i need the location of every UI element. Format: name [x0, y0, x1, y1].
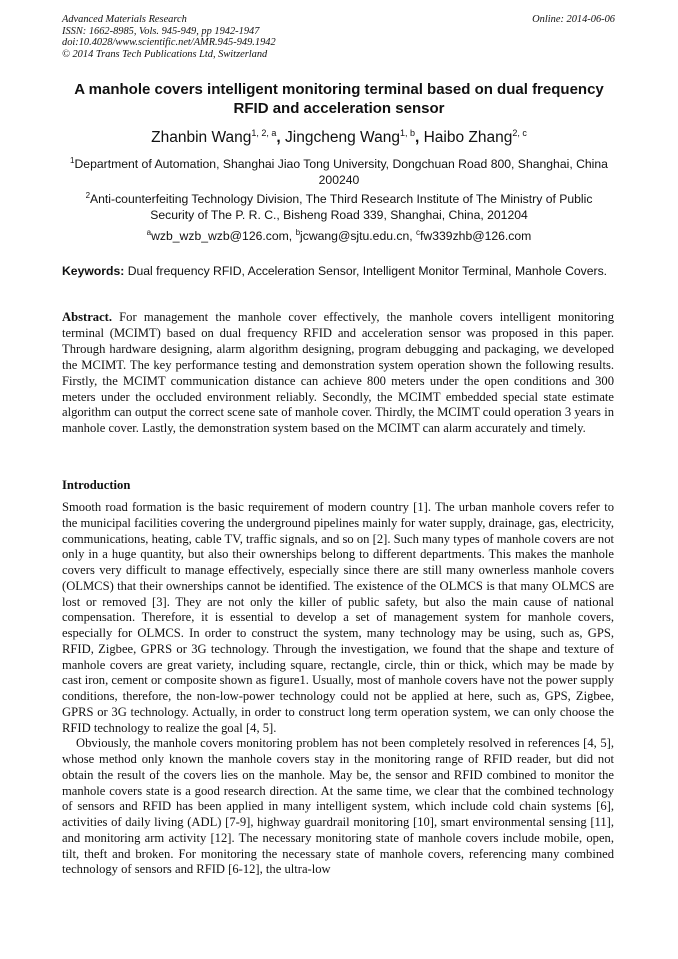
affiliation-superscript: 1 — [70, 155, 75, 165]
email-address[interactable]: fw339zhb@126.com — [420, 229, 532, 243]
author-superscript: 2, c — [512, 127, 527, 138]
author-list — [62, 128, 616, 147]
keywords-section — [62, 264, 614, 280]
paragraph: Smooth road formation is the basic requirement of modern country [1]. The urban manhole covers refer to the municipal facilities covering the underground pipelines mainly for water supply, drainage, gas, electricity, communications, heating, cable TV, traffic signals, and so on [2]. Such many types of manhole covers are not only in a huge quantity, but also their ownerships belong to different departments. This makes the manhole covers very difficult to manage effectively, especially since there are still many ownerless manhole covers (OLMCS) that their ownerships cannot be identified. The existence of the OLMCS is that many OLMCS are lost or removed [3]. They are not only the killer of public safety, but also the main cause of national compensation. Therefore, it is essential to develop a set of management system for manhole covers, especially for OLMCS. In order to construct the system, many technology may be using, such as, GPS, RFID, Zigbee, GPRS or 3G technology. Through the investigation, we found that the shape and texture of manhole covers are great variety, including square, rectangle, circle, thin or thick, which may be made by cast iron, cement or composite shown as figure1. Usually, most of manhole covers have not the power supply conditions, therefore, the non-low-power technology could not be applied at here, such as, GPS, Zigbee, GPRS or 3G technology. Actually, in order to construct long term operation system, we can only choose the RFID technology to realize the goal [4, 5]. — [62, 500, 614, 735]
keywords-label: Keywords: — [62, 264, 125, 278]
abstract-text: For management the manhole cover effectively, the manhole covers intelligent monitoring terminal (MCIMT) based on dual frequency RFID and acceleration sensor was proposed in this paper. Through hardware designing, alarm algorithm designing, program debugging and packaging, we developed the MCIMT. The key performance testing and demonstration system operation shown the following results. Firstly, the MCIMT communication distance can achieve 800 meters under the open conditions and 300 meters under the occluded environment reliably. Secondly, the MCIMT embedded special state estimate algorithm can output the correct scene sate of manhole cover. Thirdly, the MCIMT could operation 3 years in manhole cover. Lastly, the demonstration system based on the MCIMT can alarm accurately and timely. — [62, 310, 614, 436]
affiliation-1 — [70, 157, 608, 188]
doi-line: doi:10.4028/www.scientific.net/AMR.945-949.1942 — [62, 37, 276, 49]
email-list — [70, 229, 608, 245]
section-heading-introduction: Introduction — [62, 478, 131, 492]
affiliation-text: Anti-counterfeiting Technology Division, The Third Research Institute of The Ministry of Public Security of The P. R. C., Bisheng Road 339, Shanghai, China, 201204 — [90, 192, 593, 222]
online-date: Online: 2014-06-06 — [532, 14, 615, 25]
journal-header — [62, 14, 276, 60]
affiliation-superscript: 2 — [85, 190, 91, 200]
affiliation-text: Department of Automation, Shanghai Jiao Tong University, Dongchuan Road 800, Shanghai, China 200240 — [74, 157, 608, 187]
paper-title: A manhole covers intelligent monitoring terminal based on dual frequency RFID and acceleration sensor — [74, 81, 604, 117]
author-name: Zhanbin Wang — [151, 129, 252, 146]
affiliation-2 — [70, 192, 608, 223]
email-address[interactable]: wzb_wzb_wzb@126.com, — [151, 229, 296, 243]
author-name: Haibo Zhang — [423, 129, 513, 146]
author-separator: , — [414, 129, 424, 146]
abstract-section — [62, 310, 614, 437]
author-name: Jingcheng Wang — [285, 129, 400, 146]
author-superscript: 1, b — [399, 127, 415, 138]
author-superscript: 1, 2, a — [251, 127, 277, 138]
abstract-label: Abstract. — [62, 310, 113, 324]
introduction-body — [62, 500, 614, 878]
keywords-text: Dual frequency RFID, Acceleration Sensor, Intelligent Monitor Terminal, Manhole Covers. — [124, 264, 608, 278]
copyright-line: © 2014 Trans Tech Publications Ltd, Switzerland — [62, 48, 268, 60]
email-superscript: b — [295, 227, 301, 237]
journal-name: Advanced Materials Research — [62, 14, 187, 25]
email-superscript: a — [146, 227, 152, 237]
email-superscript: c — [416, 227, 421, 237]
issn-line: ISSN: 1662-8985, Vols. 945-949, pp 1942-1947 — [62, 25, 260, 37]
author-separator: , — [276, 129, 286, 146]
email-address[interactable]: jcwang@sjtu.edu.cn, — [300, 229, 417, 243]
paragraph: Obviously, the manhole covers monitoring problem has not been completely resolved in references [4, 5], whose method only known the manhole covers stay in the monitoring range of RFID reader, but did not obtain the result of the covers lies on the manhole. May be, the sensor and RFID combined to monitor the manhole covers state is a good research direction. At the same time, we clear that the combined technology of sensors and RFID has been applied in many intelligent system, which include cold chain systems [6], activities of daily living (ADL) [7-9], highway guardrail monitoring [10], smart environmental sensing [11], and monitoring arm activity [12]. The necessary monitoring state of manhole covers include mobile, open, tilt, theft and broken. For monitoring the necessary state of manhole covers, referencing many combined technology of sensors and RFID [6-12], the ultra-low — [62, 736, 614, 877]
